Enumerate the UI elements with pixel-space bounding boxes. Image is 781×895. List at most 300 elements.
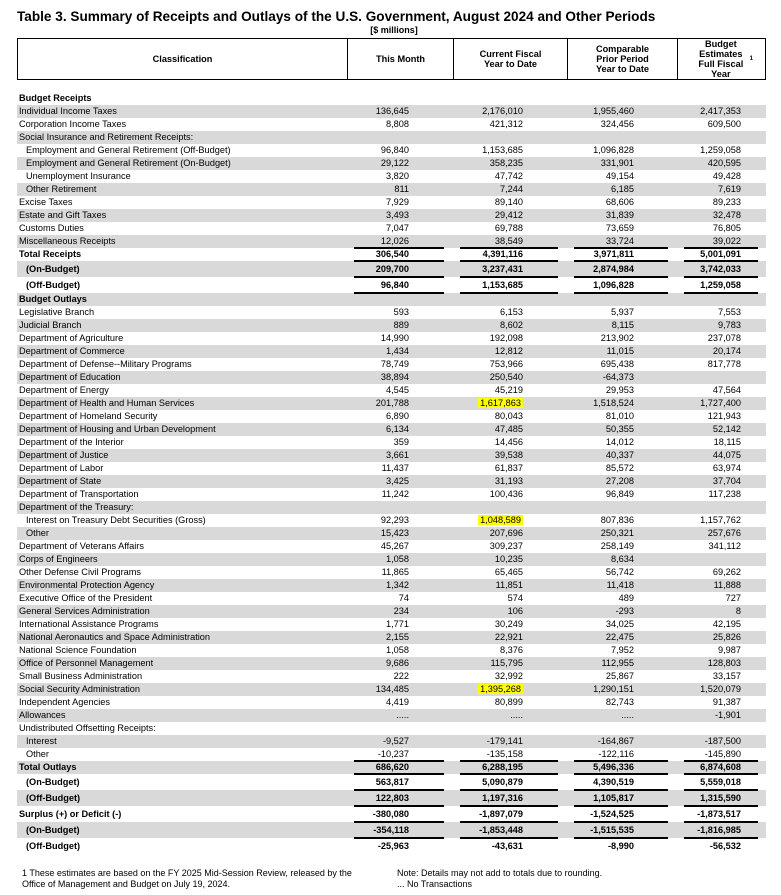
total-separator-line [684,821,758,823]
total-separator-line [460,292,558,294]
cell-value: 9,686 [386,658,409,668]
cell-value: 1,520,079 [700,684,741,694]
cell-value: 96,849 [605,489,634,499]
cell-value: 96,840 [380,145,409,155]
cell-value: 1,048,589 [480,515,521,525]
cell-value: 250,540 [489,372,523,382]
cell-this-month [386,196,409,209]
cell-fiscal-ytd [478,514,523,527]
cell-this-month [386,631,409,644]
cell-value: -1,853,448 [479,825,523,835]
cell-value: 3,661 [386,450,409,460]
cell-value: 234 [393,606,409,616]
cell-value: 4,391,116 [482,249,523,259]
cell-value: 25,826 [712,632,741,642]
cell-budget-estimate [714,436,741,449]
cell-value: 22,921 [494,632,523,642]
total-separator-line [460,821,558,823]
cell-fiscal-ytd [495,631,523,644]
table-body [17,92,766,854]
cell-value: 3,971,811 [593,249,634,259]
cell-budget-estimate [713,222,741,235]
cell-value: 1,197,316 [482,793,523,803]
cell-value: 33,724 [605,236,634,246]
total-separator-line [684,805,758,807]
row-label: Customs Duties [19,223,84,233]
cell-this-month [386,209,409,222]
cell-value: 7,553 [718,307,741,317]
cell-budget-estimate [708,118,741,131]
cell-value: 8,602 [500,320,523,330]
cell-prior-ytd [593,790,634,806]
cell-this-month [394,605,409,618]
cell-value: 91,387 [712,697,741,707]
cell-budget-estimate [697,806,741,822]
cell-value: 727 [725,593,741,603]
cell-prior-ytd [606,410,634,423]
cell-fiscal-ytd [495,170,523,183]
cell-value: -56,532 [709,841,741,851]
cell-value: 817,778 [707,359,741,369]
cell-value: -25,963 [377,841,409,851]
cell-fiscal-ytd [495,209,523,222]
row-label: (On-Budget) [26,264,80,274]
cell-value: 14,012 [605,437,634,447]
table-row [17,196,766,209]
cell-budget-estimate [713,449,741,462]
cell-this-month [376,683,409,696]
cell-value: 1,955,460 [593,106,634,116]
cell-value: 32,478 [712,210,741,220]
cell-this-month [381,277,409,293]
units-label: [$ millions] [370,25,418,35]
cell-this-month [386,475,409,488]
cell-value: 27,208 [605,476,634,486]
cell-this-month [386,410,409,423]
total-separator-line [460,773,558,775]
table-row [17,838,766,854]
row-label: Environmental Protection Agency [19,580,155,590]
row-label: Department of Transportation [19,489,139,499]
cell-value: 213,902 [600,333,634,343]
cell-value: -1,524,525 [590,809,634,819]
cell-fiscal-ytd [487,735,523,748]
total-separator-line [684,789,758,791]
cell-budget-estimate [705,735,741,748]
cell-value: 3,820 [386,171,409,181]
cell-value: 81,010 [605,411,634,421]
cell-prior-ytd [611,553,634,566]
cell-value: -43,631 [491,841,523,851]
table-title: Table 3. Summary of Receipts and Outlays of the U.S. Government, August 2024 and Other Periods [17,9,656,24]
cell-prior-ytd [616,605,634,618]
table-row [17,209,766,222]
cell-fiscal-ytd [495,449,523,462]
cell-value: 8 [735,606,741,616]
total-separator-line [684,260,758,262]
cell-budget-estimate [715,709,741,722]
cell-this-month [382,488,409,501]
cell-value: 50,355 [605,424,634,434]
cell-budget-estimate [713,618,741,631]
cell-budget-estimate [700,397,741,410]
table-row [17,774,766,790]
cell-prior-ytd [606,670,634,683]
cell-budget-estimate [713,209,741,222]
row-label: Other [26,749,49,759]
cell-this-month [394,306,409,319]
cell-fiscal-ytd [495,436,523,449]
cell-value: 106 [507,606,523,616]
total-separator-line [684,247,758,249]
cell-value: 7,929 [386,197,409,207]
cell-budget-estimate [708,540,741,553]
row-label: Budget Outlays [19,294,87,304]
cell-value: 421,312 [489,119,523,129]
cell-budget-estimate [713,345,741,358]
cell-this-month [386,118,409,131]
table-row [17,358,766,371]
table-row [17,183,766,196]
cell-value: 889 [393,320,409,330]
total-separator-line [354,821,444,823]
cell-budget-estimate [718,183,741,196]
row-label: Individual Income Taxes [19,106,117,116]
cell-value: 257,676 [707,528,741,538]
cell-value: -1,873,517 [697,809,741,819]
total-separator-line [354,760,444,762]
table-row [17,462,766,475]
row-label: (Off-Budget) [26,793,81,803]
row-label: Department of Energy [19,385,109,395]
cell-value: 753,966 [489,359,523,369]
cell-prior-ytd [601,514,634,527]
cell-value: 6,134 [386,424,409,434]
cell-value: 420,595 [707,158,741,168]
cell-value: 121,943 [707,411,741,421]
table-row [17,222,766,235]
cell-value: 306,540 [375,249,409,259]
row-label: Social Insurance and Retirement Receipts: [19,132,194,142]
footnote-rounding: Note: Details may not add to totals due to rounding. [397,868,603,878]
row-label: Employment and General Retirement (Off-Budget) [26,145,231,155]
cell-value: 14,456 [494,437,523,447]
cell-value: 1,153,685 [482,280,523,290]
row-label: (On-Budget) [26,825,80,835]
cell-budget-estimate [726,592,741,605]
cell-budget-estimate [718,319,741,332]
cell-value: 20,174 [712,346,741,356]
cell-value: 11,418 [606,580,634,590]
column-header-budget-estimates: Budget Estimates Full Fiscal Year 1 [677,39,767,79]
total-separator-line [460,789,558,791]
cell-value: 593 [393,307,409,317]
total-separator-line [574,821,668,823]
cell-value: 12,812 [494,346,523,356]
cell-value: 73,659 [605,223,634,233]
cell-value: 6,890 [386,411,409,421]
cell-value: ..... [510,710,523,720]
cell-this-month [381,157,409,170]
cell-this-month [378,838,409,854]
total-separator-line [354,276,444,278]
cell-fiscal-ytd [495,345,523,358]
table-row [17,566,766,579]
column-header-fiscal-ytd: Current Fiscal Year to Date [453,39,567,79]
cell-fiscal-ytd [478,683,523,696]
row-label: Executive Office of the President [19,593,153,603]
cell-value: 574 [507,593,523,603]
cell-value: 38,549 [494,236,523,246]
row-label: Total Outlays [19,762,77,772]
table-row [17,306,766,319]
cell-this-month [386,384,409,397]
total-separator-line [574,773,668,775]
cell-value: 1,259,058 [700,145,741,155]
cell-fiscal-ytd [479,822,523,838]
cell-prior-ytd [601,118,634,131]
cell-value: 136,645 [375,106,409,116]
cell-value: 1,096,828 [593,145,634,155]
total-separator-line [684,773,758,775]
cell-budget-estimate [700,774,741,790]
cell-fiscal-ytd [495,696,523,709]
row-label: (Off-Budget) [26,280,81,290]
cell-fiscal-ytd [482,790,523,806]
table-row [17,735,766,748]
cell-value: 8,808 [386,119,409,129]
total-separator-line [684,837,758,839]
cell-value: 45,219 [494,385,523,395]
total-separator-line [574,837,668,839]
cell-value: 8,634 [611,554,634,564]
row-label: International Assistance Programs [19,619,159,629]
cell-this-month [383,735,409,748]
total-separator-line [354,789,444,791]
table-row [17,157,766,170]
cell-value: 76,805 [712,223,741,233]
cell-value: 30,249 [494,619,523,629]
table-row [17,293,766,306]
cell-fiscal-ytd [492,838,523,854]
row-label: Budget Receipts [19,93,92,103]
table-row [17,410,766,423]
cell-this-month [376,105,409,118]
table-row [17,131,766,144]
cell-fiscal-ytd [510,709,523,722]
cell-fiscal-ytd [495,553,523,566]
cell-value: 47,742 [494,171,523,181]
cell-value: 47,564 [712,385,741,395]
cell-this-month [381,527,409,540]
cell-value: 61,837 [494,463,523,473]
cell-value: 192,098 [489,333,523,343]
cell-value: 1,727,400 [700,398,741,408]
cell-value: 82,743 [605,697,634,707]
cell-this-month [396,709,409,722]
total-separator-line [354,805,444,807]
cell-fiscal-ytd [490,657,523,670]
cell-value: 78,749 [380,359,409,369]
cell-budget-estimate [708,527,741,540]
cell-this-month [386,579,409,592]
cell-value: -187,500 [704,736,741,746]
cell-fiscal-ytd [508,592,523,605]
row-label: Other Defense Civil Programs [19,567,142,577]
table-row [17,475,766,488]
cell-value: 44,075 [712,450,741,460]
cell-fiscal-ytd [482,105,523,118]
cell-value: 32,992 [494,671,523,681]
cell-this-month [381,514,409,527]
cell-value: 3,425 [386,476,409,486]
cell-value: 1,315,590 [700,793,741,803]
cell-value: 1,105,817 [593,793,634,803]
cell-budget-estimate [700,277,741,293]
cell-value: 96,840 [380,280,409,290]
cell-this-month [381,371,409,384]
cell-value: 207,696 [489,528,523,538]
cell-fiscal-ytd [495,475,523,488]
cell-prior-ytd [606,384,634,397]
cell-prior-ytd [601,527,634,540]
cell-prior-ytd [593,277,634,293]
cell-value: 65,465 [494,567,523,577]
cell-value: 807,836 [600,515,634,525]
cell-prior-ytd [606,209,634,222]
table-row [17,806,766,822]
cell-fiscal-ytd [496,579,523,592]
cell-value: 1,153,685 [482,145,523,155]
row-label: Interest [26,736,57,746]
column-header-classification: Classification [152,54,213,64]
row-label: Department of the Interior [19,437,124,447]
table-row [17,436,766,449]
cell-fiscal-ytd [490,332,523,345]
cell-value: 7,952 [611,645,634,655]
table-row [17,384,766,397]
cell-fiscal-ytd [508,605,523,618]
cell-value: -293 [615,606,634,616]
cell-value: 9,783 [718,320,741,330]
table-row [17,540,766,553]
cell-prior-ytd [601,157,634,170]
cell-value: -179,141 [486,736,523,746]
cell-prior-ytd [606,696,634,709]
cell-value: 5,001,091 [700,249,741,259]
row-label: Department of Agriculture [19,333,124,343]
cell-this-month [376,261,409,277]
cell-fiscal-ytd [500,644,523,657]
cell-value: 85,572 [605,463,634,473]
cell-this-month [381,540,409,553]
cell-value: 341,112 [708,541,741,551]
row-label: Social Security Administration [19,684,141,694]
cell-prior-ytd [593,683,634,696]
cell-value: 258,149 [600,541,634,551]
cell-value: 1,771 [386,619,409,629]
cell-value: 222 [393,671,409,681]
cell-fiscal-ytd [490,118,523,131]
cell-value: 134,485 [375,684,409,694]
cell-value: 18,115 [713,437,741,447]
total-separator-line [354,260,444,262]
cell-this-month [386,618,409,631]
table-row [17,92,766,105]
total-separator-line [354,837,444,839]
cell-budget-estimate [713,384,741,397]
cell-fiscal-ytd [482,144,523,157]
cell-value: 74 [398,593,409,603]
cell-prior-ytd [606,462,634,475]
cell-value: -10,237 [377,749,409,759]
total-separator-line [574,260,668,262]
table-row [17,618,766,631]
table-row [17,144,766,157]
row-label: Estate and Gift Taxes [19,210,107,220]
table-row [17,319,766,332]
cell-value: 115,795 [490,658,523,668]
total-separator-line [684,760,758,762]
cell-this-month [376,774,409,790]
cell-budget-estimate [708,157,741,170]
row-label: Department of Education [19,372,121,382]
cell-value: 358,235 [489,158,523,168]
table-row [17,449,766,462]
total-separator-line [684,276,758,278]
cell-value: 2,417,353 [700,106,741,116]
cell-prior-ytd [606,222,634,235]
cell-value: 80,899 [494,697,523,707]
cell-prior-ytd [590,806,634,822]
cell-budget-estimate [708,410,741,423]
table-row [17,822,766,838]
budget-estimates-label: Budget Estimates Full Fiscal Year [698,39,744,79]
cell-value: 1,395,268 [480,684,521,694]
cell-fiscal-ytd [495,410,523,423]
cell-value: 3,493 [386,210,409,220]
cell-value: -1,515,535 [590,825,634,835]
cell-fiscal-ytd [495,670,523,683]
cell-value: 237,078 [707,333,741,343]
cell-value: 11,437 [381,463,409,473]
row-label: Corporation Income Taxes [19,119,127,129]
total-separator-line [460,247,558,249]
cell-prior-ytd [606,449,634,462]
total-separator-line [354,292,444,294]
row-label: Other [26,528,49,538]
row-label: (Off-Budget) [26,841,81,851]
cell-fiscal-ytd [500,319,523,332]
table-header [17,38,766,80]
cell-prior-ytd [593,774,634,790]
cell-value: 39,022 [712,236,741,246]
cell-value: 42,195 [712,619,741,629]
table-row [17,579,766,592]
cell-this-month [386,449,409,462]
row-label: Interest on Treasury Debt Securities (Gross) [26,515,206,525]
cell-budget-estimate [718,644,741,657]
cell-this-month [373,806,409,822]
cell-value: ..... [621,710,634,720]
cell-value: -8,990 [607,841,634,851]
cell-prior-ytd [619,592,634,605]
row-label: Small Business Administration [19,671,143,681]
cell-budget-estimate [713,462,741,475]
row-label: National Science Foundation [19,645,137,655]
cell-fiscal-ytd [500,306,523,319]
cell-value: 1,058 [386,645,409,655]
